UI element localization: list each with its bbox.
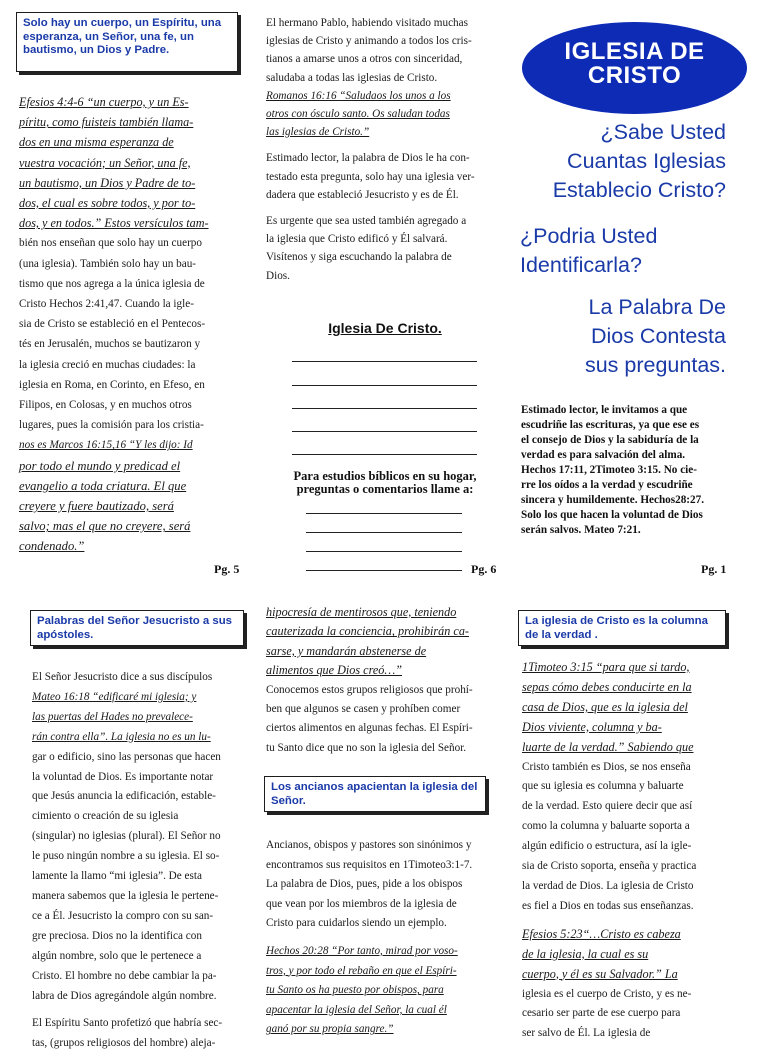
text-line: Hechos 20:28 “Por tanto, mirad por voso- — [266, 944, 458, 957]
text-line: Cristo también es Dios, se nos enseña — [522, 760, 691, 773]
text-line: labra de Dios agregándole algún nombre. — [32, 989, 217, 1002]
text-line: de la verdad. Esto quiere decir que así — [522, 800, 693, 813]
text-line: iglesia en Roma, en Corinto, en Efeso, en — [19, 378, 205, 391]
question-2-line-1: ¿Podria Usted — [520, 224, 658, 248]
logo-title-line-1: IGLESIA DE — [564, 38, 705, 65]
text-line: verdad es para salvación del alma. — [521, 449, 686, 461]
col1-heading: Solo hay un cuerpo, un Espíritu, una esperanza, un Señor, una fe, un bautismo, un Dios y Padre. — [23, 17, 222, 56]
text-line: serán salvos. Mateo 7:21. — [521, 524, 641, 536]
text-line: Cristo para cuidarlos siendo un ejemplo. — [266, 917, 447, 930]
text-line: tu Santo dice que no son la iglesia del Señor. — [266, 741, 467, 754]
col2-body — [266, 14, 504, 285]
text-line — [522, 917, 728, 925]
text-line: creyere y fuere bautizado, será — [19, 499, 174, 514]
text-line: testado esta pregunta, solo hay una iglesia ver- — [266, 170, 475, 183]
text-line: iglesias de Cristo y animando a todos los cris- — [266, 35, 472, 48]
text-line: la iglesia que Cristo edificó y Él salvará. — [266, 233, 448, 246]
question-1-line-1: ¿Sabe Usted — [600, 120, 726, 144]
text-line: las puertas del Hades no prevalece- — [32, 710, 193, 723]
text-line: saludaba a todas las iglesias de Cristo. — [266, 71, 438, 84]
text-line: Estimado lector, le invitamos a que — [521, 404, 688, 416]
text-line: sarse, y mandarán abstenerse de — [266, 643, 427, 658]
contact-line-1: Para estudios bíblicos en su hogar, — [293, 469, 477, 483]
text-line: sincera y humildemente. Hechos28:27. — [521, 494, 705, 506]
text-line: encontramos sus requisitos en 1Timoteo3:1-7. — [266, 858, 473, 871]
text-line: Efesios 4:4-6 “un cuerpo, y un Es- — [19, 95, 189, 109]
contact-line-2: preguntas o comentarios llame a: — [296, 482, 474, 496]
text-line: ciertos alimentos en algunas fechas. El Espíri- — [266, 722, 473, 735]
text-line: luarte de la verdad.” Sabiendo que — [522, 739, 694, 754]
text-line: nos es Marcos 16:15,16 “Y les dijo: Id — [19, 439, 193, 452]
question-2-line-2: Identificarla? — [520, 253, 642, 277]
church-logo-oval — [522, 22, 747, 114]
col4-heading: Palabras del Señor Jesucristo a sus apóstoles. — [37, 615, 232, 641]
write-line-5 — [292, 454, 477, 455]
text-line: (singular) no iglesias (plural). El Señor no — [32, 830, 221, 843]
text-line: apacentar la iglesia del Señor, la cual él — [266, 1003, 447, 1016]
col1-body — [19, 92, 247, 557]
text-line: salvo; mas el que no creyere, será — [19, 519, 191, 534]
text-line: tu Santo os ha puesto por obispos, para — [266, 984, 444, 997]
text-line: píritu, como fuisteis también llama- — [19, 115, 194, 130]
text-line: un bautismo, un Dios y Padre de to- — [19, 175, 196, 190]
text-line: alimentos que Dios creó…” — [266, 663, 402, 678]
text-line: la verdad de Dios. La iglesia de Cristo — [522, 879, 694, 892]
question-1 — [510, 118, 726, 205]
write-line-4 — [292, 431, 477, 432]
text-line: evangelio a toda criatura. El que — [19, 478, 187, 493]
text-line: rre los oídos a la verdad y escudriñe — [521, 479, 693, 491]
text-line: ser salvo de Él. La iglesia de — [522, 1027, 651, 1040]
text-line: lugares, pues la comisión para los cristia- — [19, 419, 204, 432]
text-line — [32, 1006, 254, 1014]
text-line: El Señor Jesucristo dice a sus discípulos — [32, 671, 213, 683]
text-line — [266, 204, 504, 212]
text-line: Estimado lector, la palabra de Dios le ha con- — [266, 152, 470, 165]
col5-heading-box — [264, 776, 486, 812]
text-line: las iglesias de Cristo.” — [266, 126, 370, 139]
text-line: dadera que estableció Jesucristo y es de Él. — [266, 188, 459, 201]
text-line: Romanos 16:16 “Saludaos los unos a los — [266, 89, 451, 102]
text-line: Cristo Hechos 2:41,47. Cuando la igle- — [19, 298, 194, 311]
text-line: Es urgente que sea usted también agregado a — [266, 215, 467, 228]
text-line: por todo el mundo y predicad el — [19, 458, 181, 473]
question-1-line-2: Cuantas Iglesias — [567, 149, 726, 173]
col5-heading: Los ancianos apacientan la iglesia del Señor. — [271, 781, 478, 807]
text-line: Dios. — [266, 269, 290, 282]
text-line: cauterizada la conciencia, prohibirán ca- — [266, 624, 469, 639]
text-line: ben que algunos se casen y prohíben comer — [266, 703, 461, 716]
col5-body-top — [266, 603, 506, 758]
text-line: algún nombre, solo que le pertenece a — [32, 949, 202, 962]
page-number-5: Pg. 5 — [214, 562, 240, 576]
text-line: El Espíritu Santo profetizó que habría sec- — [32, 1017, 223, 1030]
text-line: escudriñe las escrituras, ya que ese es — [521, 419, 700, 431]
text-line: iglesia es el cuerpo de Cristo, y es ne- — [522, 987, 692, 1000]
text-line: dos, y en todos.” Estos versículos tam- — [19, 216, 209, 231]
text-line: cimiento o creación de su iglesia — [32, 810, 179, 823]
text-line: le puso ningún nombre a su iglesia. El so- — [32, 850, 220, 863]
page-number-1: Pg. 1 — [701, 562, 727, 576]
text-line: sepas cómo debes conducirte en la — [522, 679, 692, 694]
answer-line-2: Dios Contesta — [590, 324, 726, 348]
phone-line-3 — [306, 551, 462, 552]
text-line: gar o edificio, sino las personas que hacen — [32, 750, 221, 763]
text-line: ce a Él. Jesucristo la compro con su san- — [32, 909, 214, 922]
text-line: que Jesús anuncia la edificación, estable- — [32, 790, 216, 803]
text-line: Mateo 16:18 “edificaré mi iglesia; y — [32, 690, 197, 703]
text-line: Dios viviente, columna y ba- — [522, 719, 662, 734]
text-line: gre preciosa. Dios no la identifica con — [32, 929, 202, 942]
text-line: tianos a amarse unos a otros con sinceridad, — [266, 53, 463, 66]
col4-heading-box — [30, 610, 244, 646]
church-name-text: Iglesia De Cristo. — [328, 320, 442, 336]
text-line: tés en Jerusalén, muchos se bautizaron y — [19, 338, 201, 351]
answer-statement — [510, 293, 726, 380]
text-line: de la iglesia, la cual es su — [522, 946, 649, 961]
col4-body — [32, 668, 254, 1054]
text-line: sia de Cristo soporta, enseña y practica — [522, 860, 697, 873]
text-line: es fiel a Dios en todas sus enseñanzas. — [522, 899, 694, 912]
text-line: rán contra ella”. La iglesia no es un lu- — [32, 730, 211, 743]
text-line: Solo los que hacen la voluntad de Dios — [521, 509, 703, 521]
cover-invitation — [521, 403, 733, 538]
col6-body — [522, 658, 728, 1044]
text-line: tismo que nos agrega a la única iglesia de — [19, 277, 205, 290]
text-line: cesario ser parte de ese cuerpo para — [522, 1007, 681, 1020]
text-line: otros con ósculo santo. Os saludan todas — [266, 108, 450, 121]
text-line: sia de Cristo se estableció en el Pentecos- — [19, 318, 206, 331]
answer-line-1: La Palabra De — [588, 295, 726, 319]
question-2 — [520, 222, 726, 280]
text-line: cuerpo, y él es su Salvador.” La — [522, 966, 678, 981]
col1-heading-box — [16, 12, 238, 72]
text-line: manera sabemos que la iglesia le pertene- — [32, 889, 219, 902]
text-line: algún edificio o estructura, así la igle- — [522, 840, 692, 853]
phone-line-1 — [306, 513, 462, 514]
col6-heading-box — [518, 610, 726, 646]
contact-prompt — [266, 470, 504, 496]
text-line: que vean por los miembros de la iglesia de — [266, 897, 457, 910]
text-line: tros, y por todo el rebaño en que el Espíri- — [266, 964, 457, 977]
text-line: Conocemos estos grupos religiosos que prohí- — [266, 683, 473, 696]
text-line: lamente la llamo “mi iglesia”. De esta — [32, 870, 202, 883]
text-line — [266, 141, 504, 149]
text-line: hipocresía de mentirosos que, teniendo — [266, 605, 457, 619]
write-line-1 — [292, 361, 477, 362]
logo-title-line-2: CRISTO — [587, 62, 682, 89]
text-line: Filipos, en Colosas, y en muchos otros — [19, 399, 192, 412]
text-line: Visítenos y siga escuchando la palabra de — [266, 251, 452, 264]
text-line: la iglesia creció en muchas ciudades: la — [19, 358, 196, 371]
text-line: que su iglesia es columna y baluarte — [522, 780, 684, 793]
text-line: El hermano Pablo, habiendo visitado muchas — [266, 17, 468, 29]
text-line: la voluntad de Dios. Es importante notar — [32, 770, 214, 783]
text-line: casa de Dios, que es la iglesia del — [522, 699, 688, 714]
write-line-3 — [292, 408, 477, 409]
text-line: como la columna y baluarte soporta a — [522, 820, 690, 833]
text-line: el consejo de Dios y la sabiduría de la — [521, 434, 699, 446]
text-line — [266, 934, 506, 942]
text-line: dos en una misma esperanza de — [19, 135, 174, 150]
page-number-6: Pg. 6 — [471, 562, 497, 576]
text-line: 1Timoteo 3:15 “para que si tardo, — [522, 660, 690, 674]
text-line: vuestra vocación; un Señor, una fe, — [19, 155, 191, 170]
answer-line-3: sus preguntas. — [584, 353, 726, 377]
text-line: La palabra de Dios, pues, pide a los obispos — [266, 878, 463, 891]
write-line-2 — [292, 385, 477, 386]
phone-line-4 — [306, 570, 462, 571]
question-1-line-3: Establecio Cristo? — [552, 178, 726, 202]
text-line: Efesios 5:23“…Cristo es cabeza — [522, 926, 681, 941]
text-line: ganó por su propia sangre.” — [266, 1023, 394, 1036]
text-line: Hechos 17:11, 2Timoteo 3:15. No cie- — [521, 464, 697, 476]
text-line: Ancianos, obispos y pastores son sinónimos y — [266, 839, 472, 851]
text-line: Cristo. El hombre no debe cambiar la pa- — [32, 969, 217, 982]
church-name-title — [266, 320, 504, 336]
text-line: tas, (grupos religiosos del hombre) aleja- — [32, 1037, 216, 1050]
text-line: (una iglesia). También solo hay un bau- — [19, 257, 197, 270]
text-line: bién nos enseñan que solo hay un cuerpo — [19, 237, 202, 250]
text-line: dos, el cual es sobre todos, y por to- — [19, 196, 196, 211]
col5-body-bottom — [266, 836, 506, 1040]
phone-line-2 — [306, 532, 462, 533]
col6-heading: La iglesia de Cristo es la columna de la verdad . — [525, 615, 708, 641]
text-line: condenado.” — [19, 539, 85, 554]
